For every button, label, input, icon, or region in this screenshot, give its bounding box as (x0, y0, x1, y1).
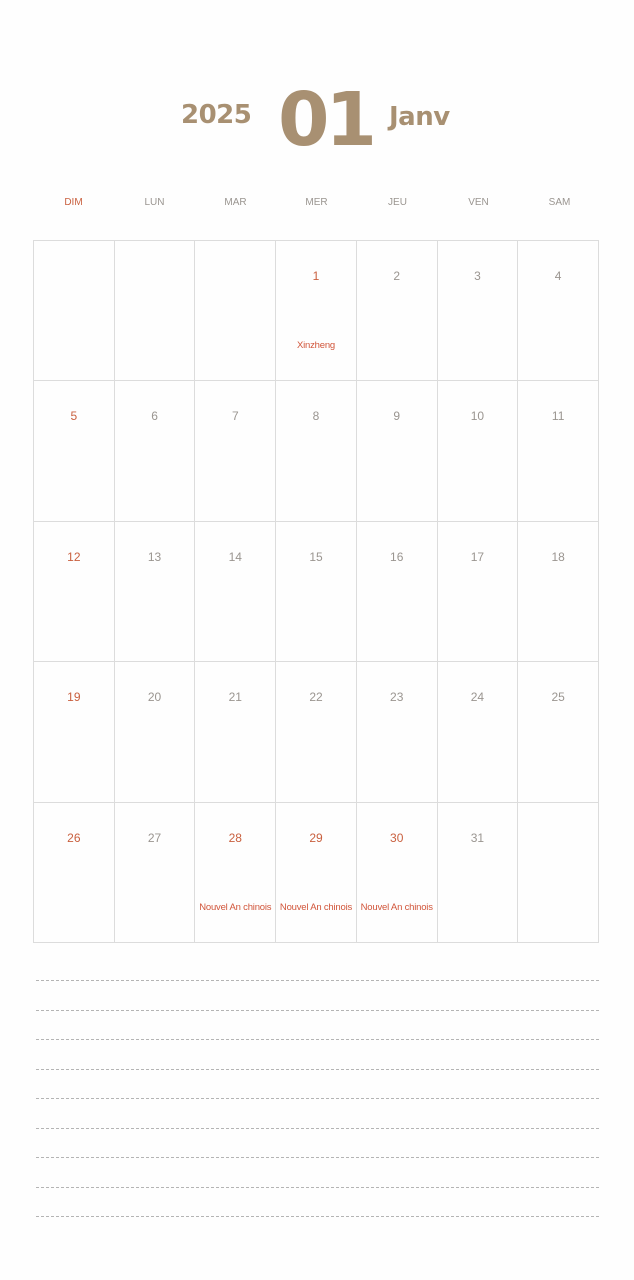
day-cell[interactable] (518, 522, 599, 662)
day-cell[interactable] (34, 522, 115, 662)
day-number: 21 (228, 690, 242, 705)
month-number: 01 (278, 77, 373, 163)
day-cell[interactable] (357, 803, 438, 943)
day-number: 1 (312, 269, 320, 283)
day-event: Xinzheng (296, 340, 335, 351)
note-line (36, 1128, 599, 1129)
day-cell[interactable] (276, 522, 357, 662)
weekday-wed: MER (305, 197, 328, 208)
note-line (36, 980, 599, 981)
day-number: 13 (147, 549, 162, 564)
note-line (36, 1187, 599, 1188)
weekday-tue: MAR (224, 197, 247, 208)
day-number: 23 (390, 690, 404, 705)
day-number: 26 (67, 830, 81, 845)
day-number: 6 (151, 409, 158, 424)
day-cell[interactable] (34, 241, 115, 381)
day-cell[interactable] (276, 241, 357, 381)
day-cell[interactable] (195, 381, 276, 521)
day-number: 28 (228, 830, 242, 845)
day-cell[interactable] (518, 241, 599, 381)
day-number: 2 (393, 269, 401, 283)
day-number: 31 (470, 830, 485, 845)
day-cell[interactable] (195, 803, 276, 943)
weekday-mon: LUN (144, 197, 165, 208)
day-cell[interactable] (115, 803, 196, 943)
day-cell[interactable] (518, 662, 599, 802)
note-line (36, 1098, 599, 1099)
day-cell[interactable] (438, 522, 519, 662)
day-cell[interactable] (276, 803, 357, 943)
note-line (36, 1216, 599, 1217)
day-number: 19 (67, 690, 81, 705)
day-cell[interactable] (115, 522, 196, 662)
day-number: 24 (470, 690, 485, 705)
note-line (36, 1039, 599, 1040)
day-cell[interactable] (195, 662, 276, 802)
day-cell[interactable] (518, 381, 599, 521)
calendar-header (0, 77, 634, 163)
calendar-grid (33, 240, 599, 943)
year-label: 2025 (181, 100, 252, 130)
day-cell[interactable] (276, 662, 357, 802)
day-cell[interactable] (115, 662, 196, 802)
day-cell[interactable] (115, 381, 196, 521)
day-cell[interactable] (276, 381, 357, 521)
day-event: Nouvel An chinois (199, 901, 272, 913)
weekday-fri: VEN (468, 197, 489, 208)
day-number: 7 (231, 409, 239, 424)
day-cell[interactable] (357, 662, 438, 802)
day-number: 25 (551, 690, 565, 705)
note-line (36, 1069, 599, 1070)
notes-area (36, 980, 599, 1246)
day-number: 18 (551, 549, 565, 564)
day-number: 3 (474, 269, 481, 283)
day-number: 4 (554, 269, 562, 283)
day-cell[interactable] (438, 381, 519, 521)
day-number: 30 (390, 830, 404, 845)
day-event: Nouvel An chinois (279, 901, 353, 913)
day-cell[interactable] (34, 381, 115, 521)
day-cell[interactable] (115, 241, 196, 381)
day-number: 10 (470, 409, 485, 424)
day-number: 9 (393, 409, 401, 424)
day-number: 22 (309, 690, 323, 705)
day-number: 20 (147, 690, 162, 705)
day-cell[interactable] (357, 381, 438, 521)
note-line (36, 1157, 599, 1158)
weekday-header-row (33, 197, 600, 208)
weekday-thu: JEU (388, 197, 407, 208)
month-name: Janv (389, 102, 450, 132)
weekday-sat: SAM (548, 197, 571, 208)
day-cell[interactable] (195, 241, 276, 381)
day-number: 14 (228, 549, 242, 564)
day-number: 8 (312, 409, 320, 424)
day-cell[interactable] (34, 662, 115, 802)
day-cell[interactable] (357, 241, 438, 381)
weekday-sun: DIM (64, 197, 83, 208)
day-cell[interactable] (438, 662, 519, 802)
day-number: 16 (390, 549, 404, 564)
day-cell[interactable] (357, 522, 438, 662)
day-number: 5 (70, 409, 78, 424)
day-cell[interactable] (438, 803, 519, 943)
day-number: 27 (147, 830, 162, 845)
day-event: Nouvel An chinois (360, 901, 433, 913)
day-number: 29 (309, 830, 323, 845)
day-cell[interactable] (34, 803, 115, 943)
day-number: 17 (470, 549, 485, 564)
day-number: 11 (551, 409, 565, 424)
day-number: 15 (309, 549, 323, 564)
day-cell[interactable] (438, 241, 519, 381)
day-cell[interactable] (518, 803, 599, 943)
day-number: 12 (67, 549, 81, 564)
note-line (36, 1010, 599, 1011)
day-cell[interactable] (195, 522, 276, 662)
